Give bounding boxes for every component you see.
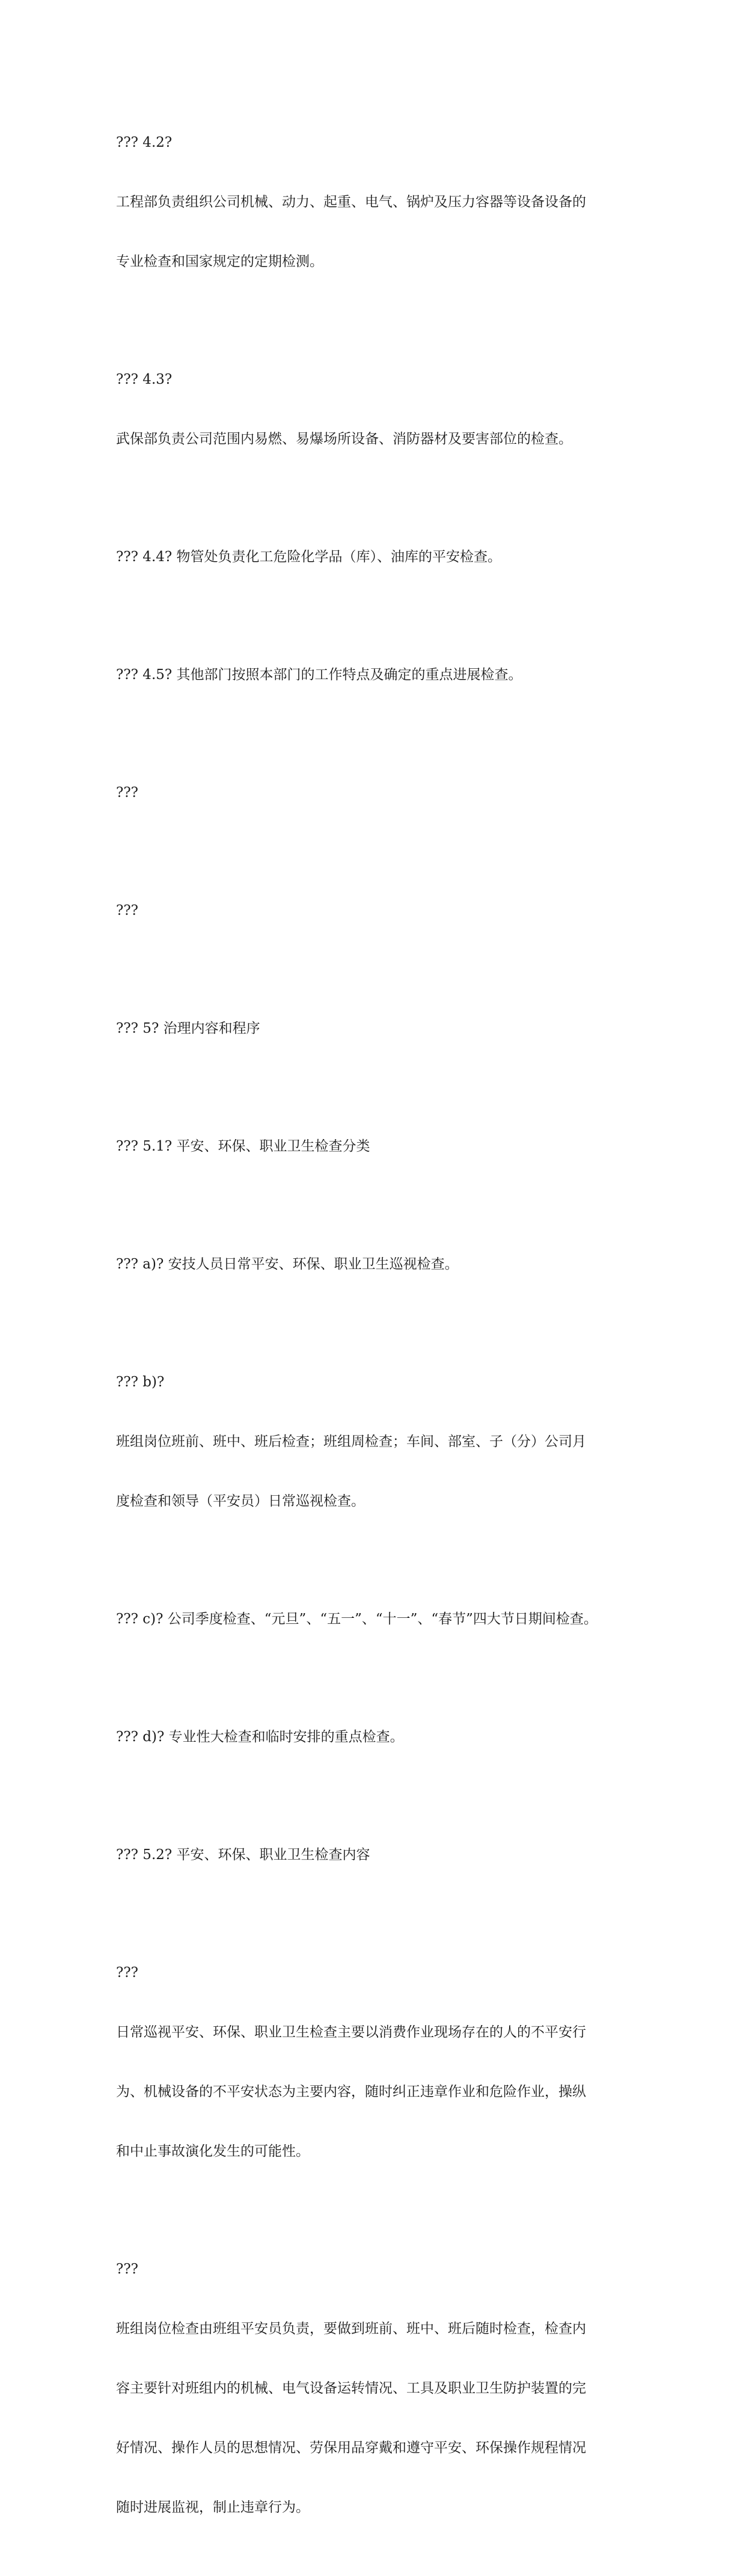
text-line: ??? 5? 治理内容和程序 [116, 1021, 260, 1036]
text-line: ??? 4.2? [116, 135, 173, 150]
placeholder-line [116, 861, 633, 961]
text-line: ??? 4.4? 物管处负责化工危险化学品（库）、油库的平安检查。 [116, 549, 502, 565]
text-line: ??? a)? 安技人员日常平安、环保、职业卫生巡视检查。 [116, 1256, 459, 1272]
text-line: ??? 4.5? 其他部门按照本部门的工作特点及确定的重点进展检查。 [116, 667, 522, 683]
item-c [116, 1570, 633, 1669]
text-line: 为、机械设备的不平安状态为主要内容，随时纠正违章作业和危险作业，操纵 [116, 2084, 586, 2100]
text-line: ??? [116, 1965, 138, 1981]
text-line: 和中止事故演化发生的可能性。 [116, 2144, 310, 2159]
document-page [116, 93, 633, 2576]
text-line: ??? d)? 专业性大检查和临时安排的重点检查。 [116, 1729, 404, 1745]
text-line: 度检查和领导（平安员）日常巡视检查。 [116, 1493, 365, 1509]
text-line: 工程部负责组织公司机械、动力、起重、电气、锅炉及压力容器等设备设备的 [116, 194, 586, 210]
section-5-heading [116, 979, 633, 1078]
section-4-5 [116, 626, 633, 725]
placeholder-line [116, 743, 633, 843]
text-line: 容主要针对班组内的机械、电气设备运转情况、工具及职业卫生防护装置的完 [116, 2381, 586, 2396]
item-a [116, 1215, 633, 1314]
text-line: ??? b)? [116, 1374, 165, 1390]
text-line: ??? 4.3? [116, 372, 173, 387]
text-line: 武保部负责公司范围内易燃、易爆场所设备、消防器材及要害部位的检查。 [116, 431, 572, 447]
paragraph-daily-inspection [116, 1923, 633, 2201]
item-d [116, 1688, 633, 1787]
text-line: ??? [116, 785, 138, 801]
text-line: ??? [116, 2261, 138, 2277]
text-line: 班组岗位班前、班中、班后检查；班组周检查；车间、部室、子（分）公司月 [116, 1434, 586, 1449]
section-5-1-heading [116, 1097, 633, 1196]
section-4-3 [116, 330, 633, 489]
text-line: ??? 5.1? 平安、环保、职业卫生检查分类 [116, 1139, 370, 1154]
section-5-2-heading [116, 1806, 633, 1905]
section-4-4 [116, 508, 633, 607]
text-line: 专业检查和国家规定的定期检测。 [116, 254, 323, 269]
text-line: 班组岗位检查由班组平安员负责，要做到班前、班中、班后随时检查，检查内 [116, 2321, 586, 2337]
text-line: ??? 5.2? 平安、环保、职业卫生检查内容 [116, 1847, 370, 1863]
item-b [116, 1333, 633, 1551]
section-4-2 [116, 93, 633, 312]
paragraph-team-inspection [116, 2220, 633, 2557]
text-line: 日常巡视平安、环保、职业卫生检查主要以消费作业现场存在的人的不平安行 [116, 2024, 586, 2040]
text-line: ??? [116, 903, 138, 918]
text-line: 好情况、操作人员的思想情况、劳保用品穿戴和遵守平安、环保操作规程情况 [116, 2440, 586, 2456]
text-line: ??? c)? 公司季度检查、“元旦”、“五一”、“十一”、“春节”四大节日期间检查。 [116, 1611, 598, 1627]
text-line: 随时进展监视，制止违章行为。 [116, 2500, 310, 2515]
